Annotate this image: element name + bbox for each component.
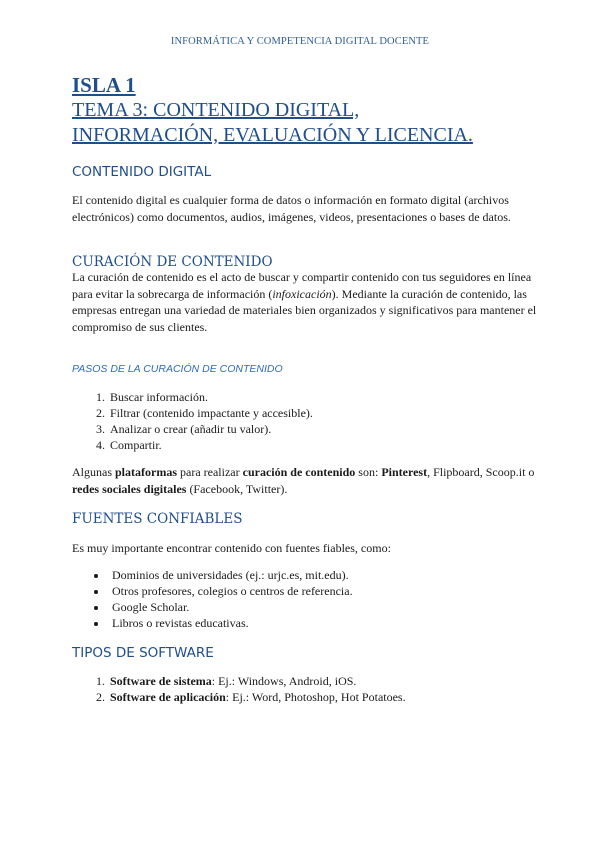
list-item: 3. Analizar o crear (añadir tu valor). <box>108 421 542 437</box>
list-item: 4. Compartir. <box>108 437 542 453</box>
pasos-heading: PASOS DE LA CURACIÓN DE CONTENIDO <box>72 363 283 375</box>
tema-title-line1: TEMA 3: CONTENIDO DIGITAL, <box>72 99 360 121</box>
isla-title: ISLA 1 <box>72 73 136 97</box>
list-item: • Otros profesores, colegios o centros de referencia. <box>108 583 542 599</box>
fuentes-list <box>72 567 542 631</box>
software-list <box>72 673 542 705</box>
tema-title-line2: INFORMACIÓN, EVALUACIÓN Y LICENCIA. <box>72 124 473 146</box>
fuentes-intro: Es muy importante encontrar contenido con fuentes fiables, como: <box>72 541 391 555</box>
list-item: • Google Scholar. <box>108 599 542 615</box>
list-item: 2. Filtrar (contenido impactante y accesible). <box>108 405 542 421</box>
section-heading-curacion: CURACIÓN DE CONTENIDO <box>72 254 273 270</box>
curacion-text: La curación de contenido es el acto de buscar y compartir contenido con tus seguidores en línea para evitar la sobrecarga de información (infoxicación). Mediante la curación de contenido, las empresas entregan una variedad de materiales bien organizados y significativos para mantener el compromiso de sus clientes. <box>72 270 537 334</box>
list-item: 2. Software de aplicación: Ej.: Word, Photoshop, Hot Potatoes. <box>108 689 542 705</box>
pasos-list <box>72 389 542 453</box>
section-heading-fuentes: FUENTES CONFIABLES <box>72 511 243 527</box>
list-item: • Libros o revistas educativas. <box>108 615 542 631</box>
plataformas-text: Algunas plataformas para realizar curación de contenido son: Pinterest, Flipboard, Scoop.it o redes sociales digitales (Facebook, Twitter). <box>72 465 535 496</box>
section-heading-software: TIPOS DE SOFTWARE <box>72 645 214 661</box>
section-heading-contenido-digital: CONTENIDO DIGITAL <box>72 164 212 180</box>
page-header: INFORMÁTICA Y COMPETENCIA DIGITAL DOCENTE <box>170 36 430 47</box>
contenido-digital-text: El contenido digital es cualquier forma de datos o información en formato digital (archivos electrónicos) como documentos, audios, imágenes, videos, presentaciones o bases de datos. <box>72 193 511 224</box>
list-item: 1. Software de sistema: Ej.: Windows, Android, iOS. <box>108 673 542 689</box>
list-item: 1. Buscar información. <box>108 389 542 405</box>
list-item: • Dominios de universidades (ej.: urjc.es, mit.edu). <box>108 567 542 583</box>
